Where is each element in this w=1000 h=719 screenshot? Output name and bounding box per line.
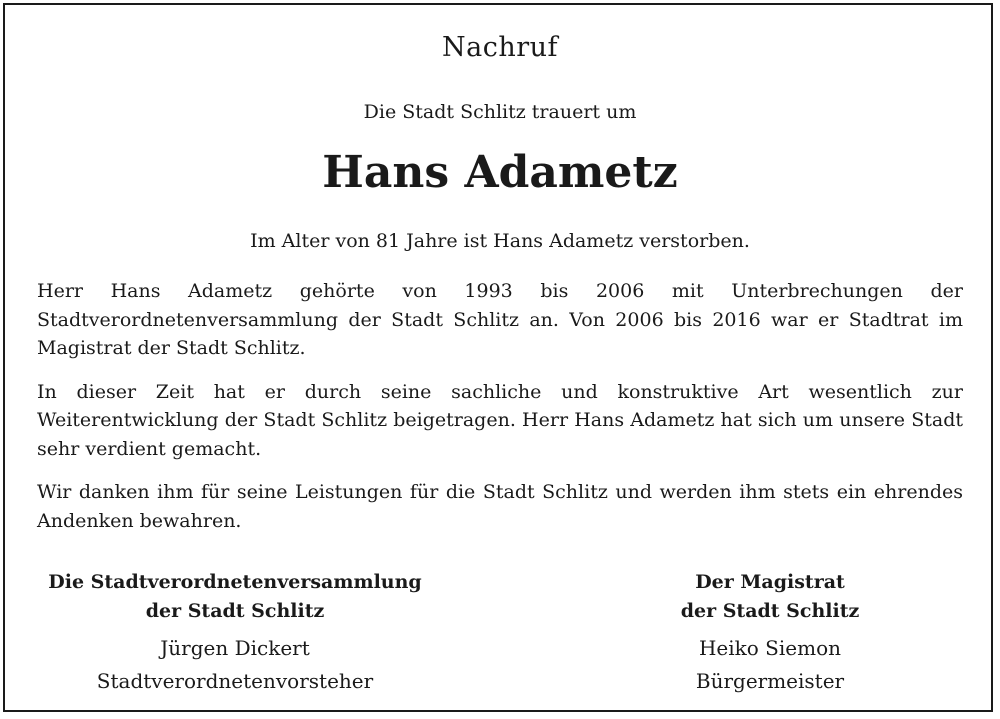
notice-subheading: Die Stadt Schlitz trauert um [363,101,637,123]
signature-org-line: der Stadt Schlitz [680,600,860,622]
age-statement: Im Alter von 81 Jahre ist Hans Adametz verstorben. [250,230,750,252]
signature-person-role: Bürgermeister [695,669,845,693]
signature-person-name: Jürgen Dickert [160,636,310,660]
signature-person-block [30,632,440,698]
signature-org-line: Die Stadtverordnetenversammlung [48,571,422,593]
signature-person-role: Stadtverordnetenvorsteher [96,669,374,693]
signature-person-block [570,632,970,698]
paragraph-thanks: Wir danken ihm für seine Leistungen für die Stadt Schlitz und werden ihm stets ein ehrendes Andenken bewahren. [37,481,963,532]
signature-block-magistrate [570,568,970,698]
signature-org-line: Der Magistrat [695,571,845,593]
notice-heading: Nachruf [441,32,559,63]
paragraph-career: Herr Hans Adametz gehörte von 1993 bis 2006 mit Unterbrechungen der Stadtverordnetenversammlung der Stadt Schlitz an. Von 2006 bis 2016 war er Stadtrat im Magistrat der Stadt Schlitz. [37,280,963,359]
signature-person-name: Heiko Siemon [698,636,841,660]
signature-org-line: der Stadt Schlitz [145,600,325,622]
signature-block-council [30,568,440,698]
notice-body [37,277,963,550]
deceased-name: Hans Adametz [322,147,678,198]
paragraph-merits: In dieser Zeit hat er durch seine sachliche und konstruktive Art wesentlich zur Weiterentwicklung der Stadt Schlitz beigetragen. Herr Hans Adametz hat sich um unsere Stadt sehr verdient gemacht. [37,380,963,460]
